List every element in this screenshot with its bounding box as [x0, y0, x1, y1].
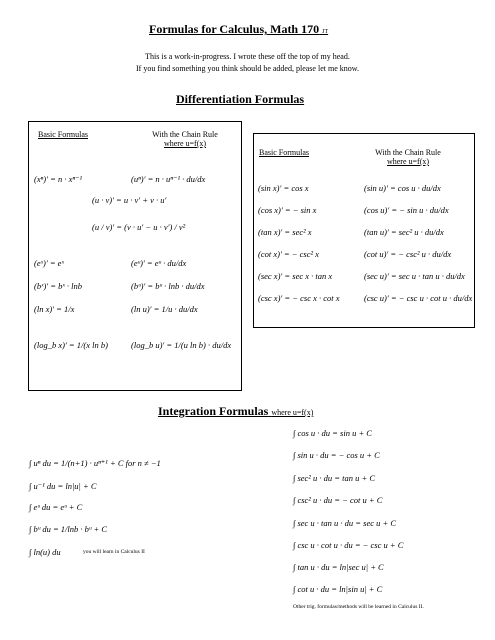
differentiation-title: Differentiation Formulas [176, 92, 305, 106]
left-chain-header [140, 130, 230, 148]
deriv-power-chain: (uⁿ)′ = n · uⁿ⁻¹ · du/dx [131, 174, 206, 184]
deriv-cot-basic: (cot x)′ = − csc² x [258, 249, 319, 259]
right-basic-header: Basic Formulas [259, 148, 309, 157]
deriv-ln-basic: (ln x)′ = 1/x [34, 304, 75, 314]
integral-power: ∫ uⁿ du = 1/(n+1) · uⁿ⁺¹ + C for n ≠ −1 [29, 458, 161, 468]
deriv-product: (u · v)′ = u · v′ + v · u′ [92, 195, 167, 205]
deriv-cos-chain: (cos u)′ = − sin u · du/dx [364, 205, 449, 215]
integral-csc2: ∫ csc² u · du = − cot u + C [293, 495, 383, 505]
integral-ln: ∫ ln(u) du [29, 547, 61, 557]
deriv-power-basic: (xⁿ)′ = n · xⁿ⁻¹ [34, 174, 83, 184]
deriv-sec-chain: (sec u)′ = sec u · tan u · du/dx [364, 271, 465, 281]
deriv-cos-basic: (cos x)′ = − sin x [258, 205, 317, 215]
integral-sectan: ∫ sec u · tan u · du = sec u + C [293, 518, 397, 528]
deriv-tan-basic: (tan x)′ = sec² x [258, 227, 312, 237]
integral-tan: ∫ tan u · du = ln|sec u| + C [293, 562, 384, 572]
right-chain-header [352, 148, 464, 166]
deriv-csc-basic: (csc x)′ = − csc x · cot x [258, 293, 340, 303]
left-basic-header: Basic Formulas [38, 130, 88, 139]
deriv-sin-basic: (sin x)′ = cos x [258, 183, 309, 193]
left-chain-header-line1: With the Chain Rule [152, 130, 218, 139]
deriv-tan-chain: (tan u)′ = sec² u · du/dx [364, 227, 444, 237]
integration-footer-note: Other trig. formulas/methods will be learned in Calculus II. [293, 604, 424, 610]
deriv-log-basic: (log_b x)′ = 1/(x ln b) [34, 340, 108, 350]
deriv-quotient: (u / v)′ = (v · u′ − u · v′) / v² [92, 222, 186, 232]
integral-cos: ∫ cos u · du = sin u + C [293, 428, 372, 438]
integral-sec2: ∫ sec² u · du = tan u + C [293, 473, 375, 483]
integral-csccot: ∫ csc u · cot u · du = − csc u + C [293, 540, 404, 550]
differentiation-left-box [28, 121, 242, 391]
deriv-sin-chain: (sin u)′ = cos u · du/dx [364, 183, 441, 193]
title-suffix: JT [322, 29, 329, 35]
left-chain-header-line2: where u=f(x) [163, 139, 207, 148]
deriv-sec-basic: (sec x)′ = sec x · tan x [258, 271, 333, 281]
deriv-exp-chain: (eᵘ)′ = eᵘ · du/dx [131, 258, 187, 268]
deriv-bexp-chain: (bᵘ)′ = bᵘ · lnb · du/dx [131, 281, 205, 291]
right-chain-header-line1: With the Chain Rule [375, 148, 441, 157]
intro-line-1: This is a work-in-progress. I wrote these off the top of my head. [145, 52, 350, 61]
deriv-cot-chain: (cot u)′ = − csc² u · du/dx [364, 249, 452, 259]
integration-title: Integration Formulas where u=f(x) [158, 404, 314, 418]
deriv-csc-chain: (csc u)′ = − csc u · cot u · du/dx [364, 293, 473, 303]
deriv-exp-basic: (eˣ)′ = eˣ [34, 258, 64, 268]
deriv-ln-chain: (ln u)′ = 1/u · du/dx [131, 304, 198, 314]
integral-bexp: ∫ bᵘ du = 1/lnb · bᵘ + C [29, 524, 108, 534]
integral-sin: ∫ sin u · du = − cos u + C [293, 450, 380, 460]
integral-reciprocal: ∫ u⁻¹ du = ln|u| + C [29, 481, 97, 491]
deriv-log-chain: (log_b u)′ = 1/(u ln b) · du/dx [131, 340, 232, 350]
integral-ln-note: you will learn in Calculus II [83, 549, 145, 555]
intro-line-2: If you find something you think should be added, please let me know. [136, 64, 359, 73]
deriv-bexp-basic: (bˣ)′ = bˣ · lnb [34, 281, 83, 291]
integration-title-suffix: where u=f(x) [271, 408, 314, 417]
integral-exp: ∫ eᵘ du = eᵘ + C [29, 502, 83, 512]
integral-cot: ∫ cot u · du = ln|sin u| + C [293, 584, 383, 594]
right-chain-header-line2: where u=f(x) [386, 157, 430, 166]
page-title: Formulas for Calculus, Math 170 JT [149, 22, 329, 36]
